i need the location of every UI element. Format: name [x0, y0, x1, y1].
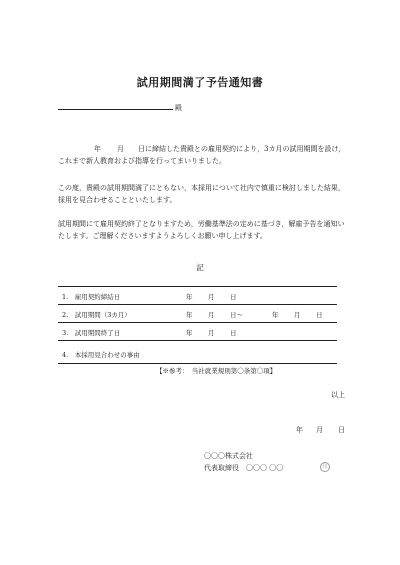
issue-year: 年 [296, 426, 303, 434]
table-row [58, 287, 337, 304]
document-title: 試用期間満了予告通知書 [136, 76, 264, 89]
row-month: 月 [208, 293, 215, 301]
paragraph-decision-line2: 採用を見合わせることといたします。 [58, 196, 177, 204]
table-row [58, 323, 337, 340]
row-day: 日 [230, 293, 237, 301]
paragraph-dismissal-line2: たします。ご理解くださいますようよろしくお願い申し上げます。 [58, 232, 267, 240]
row-year: 年 [186, 329, 193, 337]
row-label: 2. 試用期間（3カ月） [62, 311, 131, 319]
issue-day: 日 [338, 426, 345, 434]
contract-month-label: 月 [117, 145, 124, 153]
paragraph-contract-line2: これまで新人教育および指導を行ってまいりました。 [58, 157, 226, 165]
reason-label: 4. 本採用見合わせの事由 [62, 351, 140, 359]
paragraph-contract-line1 [58, 143, 345, 155]
ki-heading: 記 [196, 263, 204, 272]
row-end-day: 日 [316, 311, 323, 319]
paragraph-decision [58, 182, 345, 206]
reason-rule [58, 363, 337, 364]
company-name: 〇〇〇株式会社 [204, 452, 253, 460]
row-year: 年 [186, 311, 193, 319]
contract-year-label: 年 [94, 145, 101, 153]
paragraph-contract-line1-text: 日に締結した貴殿との雇用契約により，3カ月の試用期間を設け， [138, 145, 346, 153]
row-end-year: 年 [272, 311, 279, 319]
seal-icon: 印 [320, 462, 330, 472]
row-label: 3. 試用期間終了日 [62, 329, 121, 337]
row-day: 日〜 [230, 311, 243, 319]
addressee-suffix: 殿 [175, 104, 182, 112]
row-label: 1. 雇用契約締結日 [62, 293, 121, 301]
table-row [58, 305, 337, 322]
representative-name: 代表取締役 〇〇〇 〇〇 [204, 464, 284, 472]
reference-note: 【※参考： 当社就業規則第〇条第〇項】 [156, 367, 277, 375]
row-day: 日 [230, 329, 237, 337]
issue-month: 月 [316, 426, 323, 434]
closing-ijou: 以上 [331, 391, 345, 399]
addressee-blank-line [58, 109, 173, 110]
paragraph-decision-line1: この度，貴殿の試用期間満了にともない，本採用について社内で慎重に検討しました結果， [58, 184, 345, 192]
row-year: 年 [186, 293, 193, 301]
paragraph-dismissal-line1: 試用期間にて雇用契約終了となりますため，労働基準法の定めに基づき，解雇予告を通知い [58, 220, 345, 228]
paragraph-dismissal-notice [58, 218, 344, 242]
row-month: 月 [208, 311, 215, 319]
row-end-month: 月 [294, 311, 301, 319]
table-rule [58, 340, 337, 341]
row-month: 月 [208, 329, 215, 337]
paragraph-contract [58, 143, 345, 167]
